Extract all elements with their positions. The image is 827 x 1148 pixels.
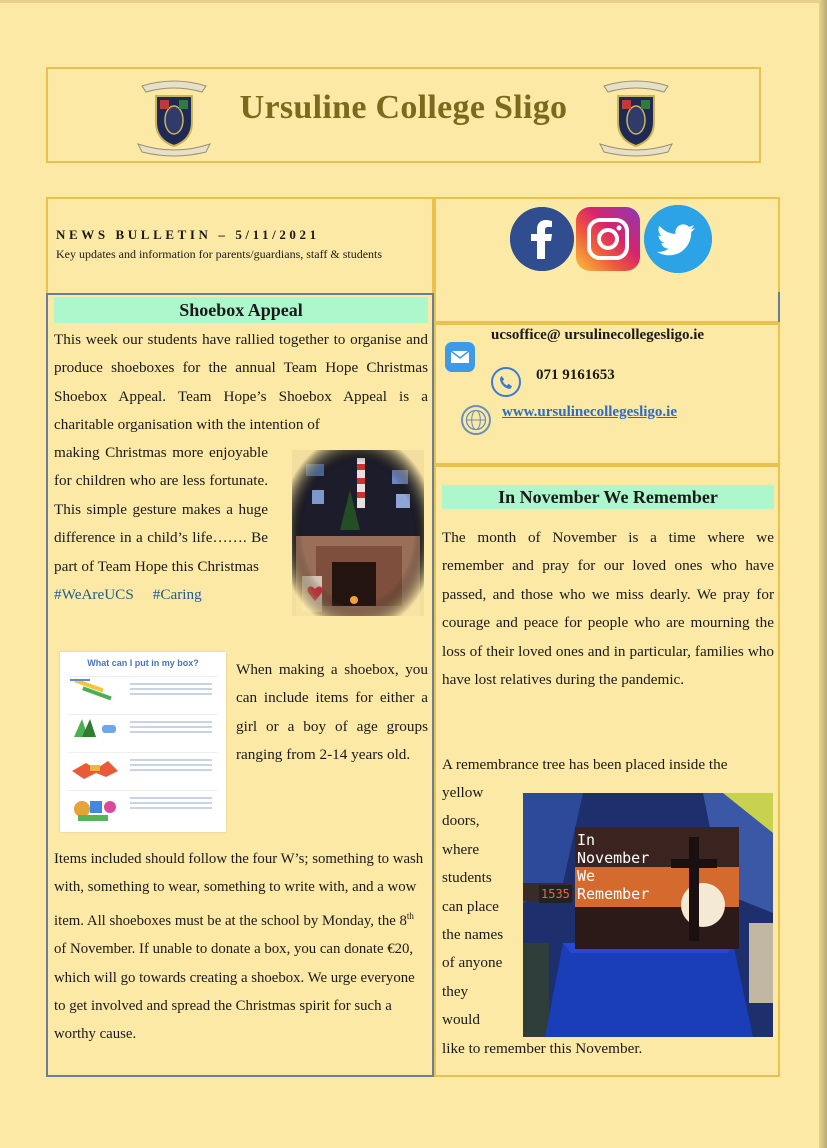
toys-icon [68, 791, 124, 825]
shoebox-appeal-section [46, 293, 434, 1077]
instagram-icon[interactable] [576, 207, 640, 271]
remembrance-painting-photo [523, 793, 773, 1037]
page-right-edge [819, 0, 827, 1148]
news-bulletin-box [46, 197, 434, 295]
shoebox-paragraph-1: This week our students have rallied together to organise and produce shoeboxes for the annual Team Hope Christmas Shoebox Appeal. Team Hope’s Shoebox Appeal is a charitable organisation with the intention of [54, 331, 428, 434]
pencils-icon [68, 677, 124, 707]
page-top-edge [0, 0, 827, 3]
shoebox-items-leaflet [60, 652, 226, 832]
hashtag-weareucs[interactable]: #WeAreUCS [54, 586, 134, 604]
contact-email[interactable]: ucsoffice@ ursulinecollegesligo.ie [491, 327, 705, 343]
phone-icon [491, 367, 521, 397]
hashtag-caring[interactable]: #Caring [152, 586, 202, 604]
clothing-icon [68, 715, 124, 745]
email-icon [445, 342, 475, 372]
remember-title: In November We Remember [442, 485, 774, 509]
shoebox-paragraph-1-continued: making Christmas more enjoyable for children who are less fortunate. This simple gesture makes a huge difference in a child’s life……. Be part of Team Hope this Christmas #WeAreUCS #Caring [54, 444, 268, 604]
bulletin-heading: NEWS BULLETIN – 5/11/2021 [56, 227, 320, 242]
leaflet-row-wash [68, 752, 218, 783]
remember-paragraph-2: A remembrance tree has been placed inside the [442, 756, 728, 773]
remember-paragraph-2-end: like to remember this November. [442, 1040, 643, 1057]
shoebox-paragraph-3: Items included should follow the four W’s; something to wash with, something to wear, something to write with, and a wow item. All shoeboxes must be at the school by Monday, the 8th of November. If unable to donate a box, you can donate €20, which will go towards creating a shoebox. We urge everyone to get involved and spread the Christmas spirit for such a worthy cause. [54, 851, 424, 1043]
facebook-icon[interactable] [510, 207, 574, 271]
contact-phone[interactable]: 071 9161653 [536, 367, 615, 383]
toiletries-icon [68, 753, 124, 783]
leaflet-row-wear [68, 714, 218, 745]
leaflet-row-write [68, 676, 218, 707]
bulletin-subheading: Key updates and information for parents/guardians, staff & students [56, 247, 383, 261]
school-title: Ursuline College Sligo [239, 89, 568, 126]
remember-paragraph-1: The month of November is a time where we remember and pray for our loved ones who have passed, and those who we miss dearly. We pray for courage and peace for people who are mourning the loss of their loved ones and in particular, families who have lost relatives during the pandemic. [442, 529, 774, 689]
newsletter-header [46, 67, 761, 163]
leaflet-title: What can I put in my box? [87, 658, 199, 668]
box-divider [778, 292, 780, 322]
shoebox-display-photo [292, 450, 424, 616]
november-remember-section [434, 465, 780, 1077]
remember-paragraph-2-wrap: yellow doors, where students can place the names of anyone they would [442, 784, 504, 1029]
website-link[interactable]: www.ursulinecollegesligo.ie [502, 404, 677, 420]
shoebox-title: Shoebox Appeal [54, 297, 428, 323]
leaflet-row-wow [68, 790, 218, 827]
twitter-icon[interactable] [644, 205, 712, 273]
social-media-box [434, 197, 780, 323]
school-crest-icon [594, 74, 678, 158]
shoebox-paragraph-2: When making a shoebox, you can include items for either a girl or a boy of age groups ranging from 2-14 years old. [236, 661, 428, 764]
painting-number-sign: 1535 [541, 887, 570, 901]
painting-caption: In November We Remember [577, 831, 650, 903]
painting-backdrop [523, 793, 773, 1037]
globe-icon [461, 405, 491, 435]
contact-box [434, 323, 780, 465]
